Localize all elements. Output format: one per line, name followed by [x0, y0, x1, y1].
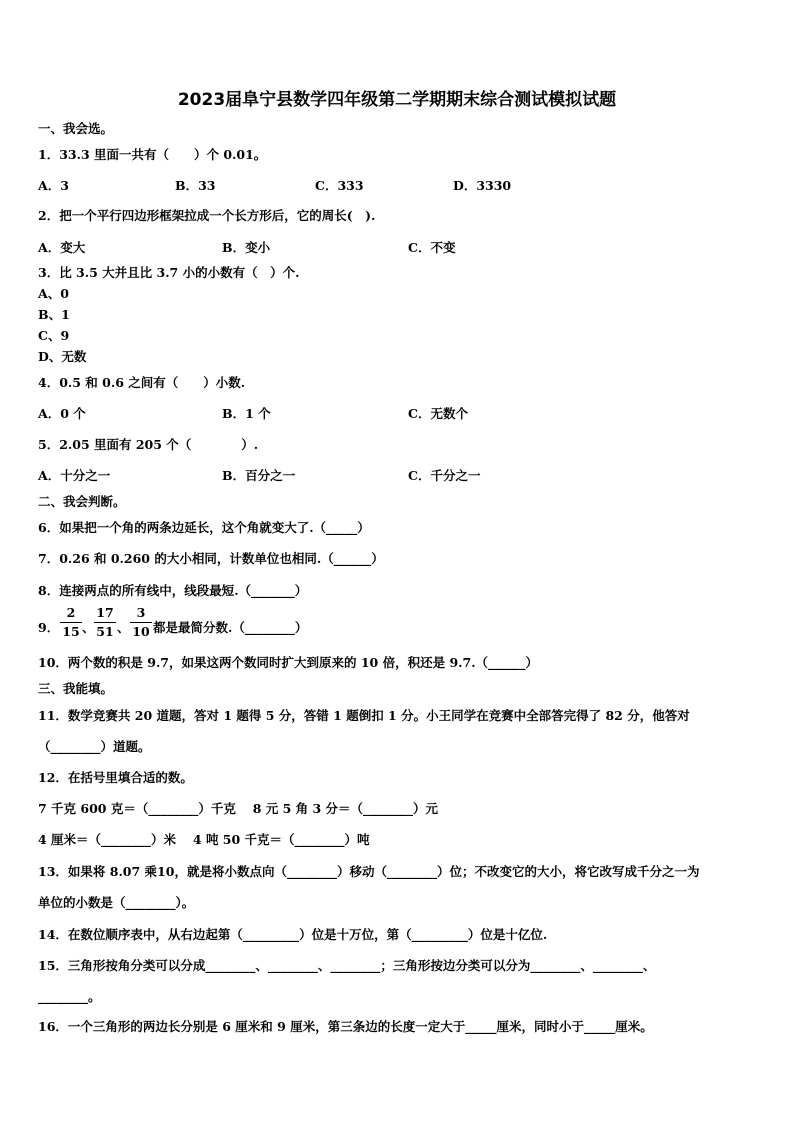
q2-option-c: C．不变 [408, 240, 456, 255]
section-heading-choice: 一、我会选。 [38, 121, 114, 136]
section-heading-fill: 三、我能填。 [38, 681, 114, 696]
fraction-3 [130, 606, 152, 639]
fraction-1 [60, 606, 82, 639]
fraction-1-denominator: 15 [62, 624, 80, 639]
q1-option-d: D．3330 [453, 178, 512, 193]
question-4-stem: 4．0.5 和 0.6 之间有（ ）小数. [38, 375, 246, 390]
question-14: 14．在数位顺序表中，从右边起第（_________）位是十万位，第（_________）位是十亿位. [38, 927, 548, 942]
q2-option-b: B．变小 [222, 240, 271, 255]
question-7: 7．0.26 和 0.260 的大小相同，计数单位也相同.（______） [38, 551, 384, 566]
question-1-stem: 1．33.3 里面一共有（ ）个 0.01。 [38, 147, 267, 162]
fraction-separator: 、 [117, 620, 130, 635]
question-9-number: 9． [38, 620, 60, 635]
q5-option-c: C．千分之一 [408, 468, 481, 483]
q1-option-b: B．33 [175, 178, 216, 193]
question-15-line-2: ________。 [38, 989, 101, 1004]
fraction-1-numerator: 2 [66, 605, 76, 620]
q4-option-c: C．无数个 [408, 406, 468, 421]
question-11-line-1: 11．数学竞赛共 20 道题，答对 1 题得 5 分，答错 1 题倒扣 1 分。小王同学在竞赛中全部答完得了 82 分，他答对 [38, 708, 690, 723]
question-12-line-1: 7 千克 600 克＝（________）千克 8 元 5 角 3 分＝（________）元 [38, 801, 439, 816]
q5-option-b: B．百分之一 [222, 468, 296, 483]
q3-option-d: D、无数 [38, 349, 87, 364]
fraction-bar [130, 622, 152, 623]
fraction-separator: 、 [82, 620, 95, 635]
question-12-stem: 12．在括号里填合适的数。 [38, 770, 193, 785]
question-16: 16．一个三角形的两边长分别是 6 厘米和 9 厘米，第三条边的长度一定大于_____厘米，同时小于_____厘米。 [38, 1019, 653, 1034]
fraction-2-denominator: 51 [96, 624, 114, 639]
page-title: 2023届阜宁县数学四年级第二学期期末综合测试模拟试题 [177, 90, 617, 110]
question-15-line-1: 15．三角形按角分类可以分成________、________、________；三角形按边分类可以分为________、________、 [38, 958, 656, 973]
fraction-2-numerator: 17 [96, 605, 114, 620]
section-heading-judge: 二、我会判断。 [38, 494, 126, 509]
q1-option-a: A．3 [38, 178, 69, 193]
question-3-stem: 3．比 3.5 大并且比 3.7 小的小数有（ ）个. [38, 265, 300, 280]
question-10: 10．两个数的积是 9.7，如果这两个数同时扩大到原来的 10 倍，积还是 9.7.（______） [38, 655, 539, 670]
question-13-line-2: 单位的小数是（________）。 [38, 895, 195, 910]
question-2-stem: 2．把一个平行四边形框架拉成一个长方形后，它的周长( ). [38, 208, 376, 223]
question-12-line-2: 4 厘米＝（________）米 4 吨 50 千克＝（________）吨 [38, 832, 370, 847]
question-11-line-2: （________）道题。 [38, 739, 151, 754]
q1-option-c: C．333 [315, 178, 364, 193]
question-8: 8．连接两点的所有线中，线段最短.（_______） [38, 583, 308, 598]
q3-option-c: C、9 [38, 328, 70, 343]
question-6: 6．如果把一个角的两条边延长，这个角就变大了.（_____） [38, 520, 370, 535]
question-5-stem: 5．2.05 里面有 205 个（ ）. [38, 437, 259, 452]
q2-option-a: A．变大 [38, 240, 86, 255]
q4-option-a: A．0 个 [38, 406, 86, 421]
fraction-3-denominator: 10 [132, 624, 150, 639]
q4-option-b: B．1 个 [222, 406, 271, 421]
fraction-3-numerator: 3 [136, 605, 146, 620]
fraction-2 [94, 606, 116, 639]
q3-option-b: B、1 [38, 307, 70, 322]
question-9-suffix: 都是最简分数.（________） [153, 620, 308, 635]
q5-option-a: A．十分之一 [38, 468, 111, 483]
question-13-line-1: 13．如果将 8.07 乘10，就是将小数点向（________）移动（________）位；不改变它的大小，将它改写成千分之一为 [38, 864, 700, 879]
fraction-bar [94, 622, 116, 623]
fraction-bar [60, 622, 82, 623]
q3-option-a: A、0 [38, 286, 69, 301]
